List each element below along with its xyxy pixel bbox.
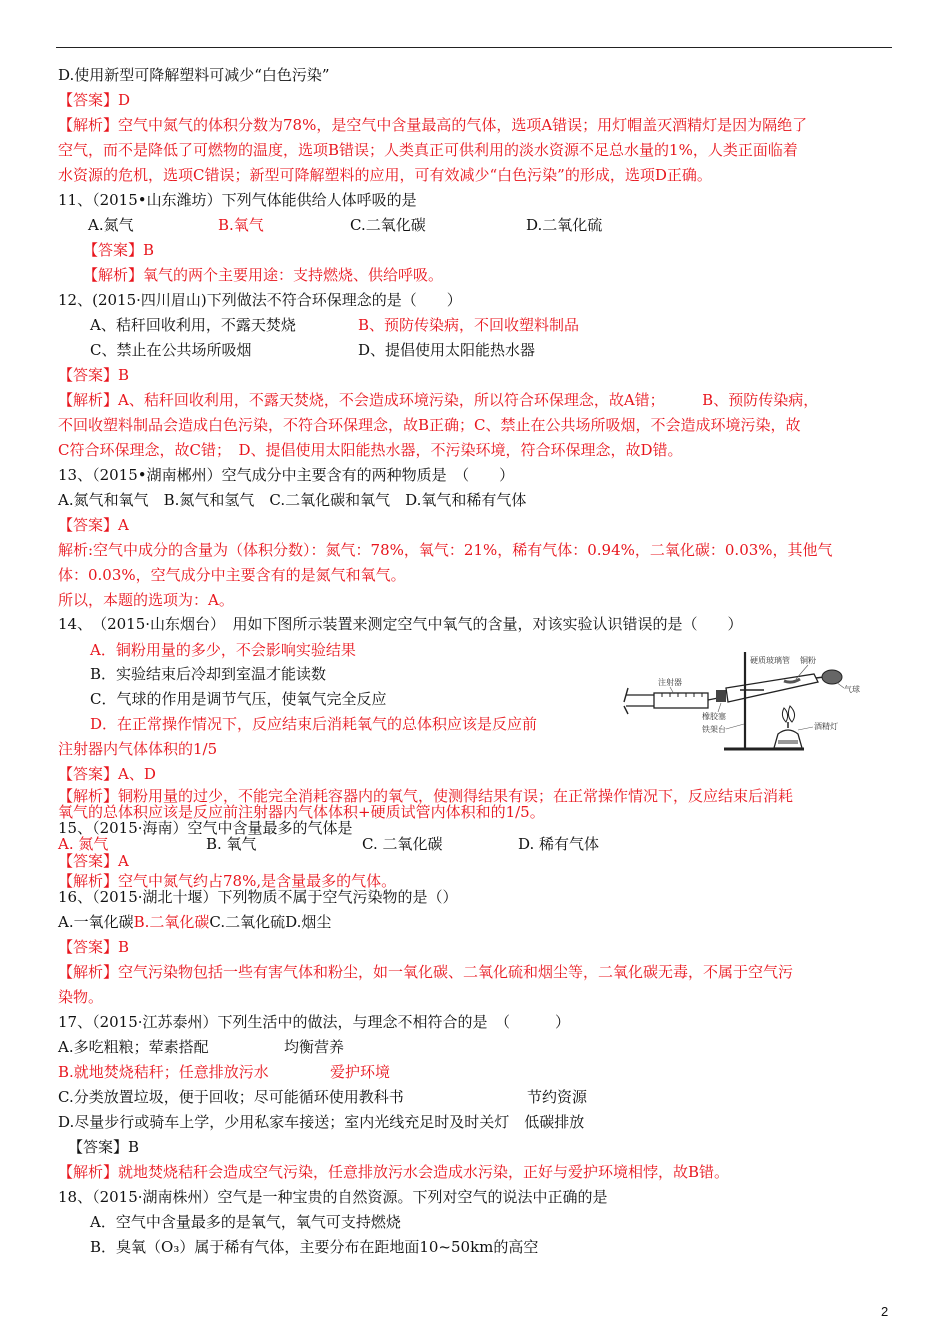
q17-answer: 【答案】B: [68, 1138, 140, 1156]
label-iron-stand: 铁架台: [702, 725, 726, 734]
q13-explanation-line: 体：0.03%，空气成分中主要含有的是氮气和氧气。: [58, 566, 406, 584]
q15-answer: 【答案】A: [58, 852, 129, 870]
q13-answer: 【答案】A: [58, 516, 129, 534]
q15-option-d: D. 稀有气体: [518, 835, 600, 853]
apparatus-diagram: [614, 650, 904, 758]
q17-option-a-theme: 均衡营养: [284, 1038, 345, 1056]
q15-option-b: B. 氧气: [206, 835, 257, 853]
label-copper-powder: 铜粉: [800, 656, 816, 665]
q12-answer: 【答案】B: [58, 366, 130, 384]
q10-answer: 【答案】D: [58, 91, 131, 109]
q15-explanation: 【解析】空气中氮气约占78%,是含量最多的气体。: [58, 872, 397, 890]
q18-option-a: A．空气中含量最多的是氧气，氧气可支持燃烧: [90, 1213, 401, 1231]
q16-option-cd: C.二氧化硫D.烟尘: [209, 913, 332, 931]
q12-option-c: C、禁止在公共场所吸烟: [90, 341, 252, 359]
q13-stem: 13、（2015•湖南郴州）空气成分中主要含有的两种物质是 （ ）: [58, 466, 515, 484]
q18-option-b: B．臭氧（O₃）属于稀有气体，主要分布在距地面10~50km的高空: [90, 1238, 539, 1256]
page-number: 2: [881, 1304, 889, 1319]
q12-explanation-line: 不回收塑料制品会造成白色污染，不符合环保理念，故B正确；C、禁止在公共场所吸烟，不会造成环境污染，故: [58, 416, 801, 434]
q14-answer: 【答案】A、D: [58, 765, 156, 783]
q14-option-c: C．气球的作用是调节气压，使氧气完全反应: [90, 690, 387, 708]
q10-explanation-line: 水资源的危机，选项C错误；新型可降解塑料的应用，可有效减少“白色污染”的形成，选项D正确。: [58, 166, 712, 184]
q14-option-d-cont: 注射器内气体体积的1/5: [58, 740, 218, 758]
q11-option-c: C.二氧化碳: [350, 216, 426, 234]
q11-answer: 【答案】B: [83, 241, 155, 259]
q12-stem: 12、(2015·四川眉山)下列做法不符合环保理念的是（ ）: [58, 291, 462, 309]
q11-option-a: A.氮气: [88, 216, 134, 234]
q13-explanation-line: 解析:空气中成分的含量为（体积分数）：氮气：78%，氧气：21%，稀有气体：0.94%，二氧化碳：0.03%，其他气: [58, 541, 833, 559]
q10-explanation-line: 空气，而不是降低了可燃物的温度，选项B错误；人类真正可供利用的淡水资源不足总水量的1%，人类正面临着: [58, 141, 798, 159]
q11-option-d: D.二氧化硫: [526, 216, 603, 234]
q12-option-d: D、提倡使用太阳能热水器: [358, 341, 536, 359]
q12-explanation-line: C符合环保理念，故C错； D、提倡使用太阳能热水器，不污染环境，符合环保理念，故D错。: [58, 441, 683, 459]
q17-stem: 17、（2015·江苏泰州）下列生活中的做法，与理念不相符合的是 （ ）: [58, 1013, 571, 1031]
q13-explanation-line: 所以，本题的选项为：A。: [58, 591, 234, 609]
balloon-drawing: [816, 670, 842, 684]
q14-option-b: B．实验结束后冷却到室温才能读数: [90, 665, 327, 683]
label-balloon: 气球: [844, 685, 860, 694]
q17-option-b-theme: 爱护环境: [330, 1063, 391, 1081]
label-rubber-stopper: 橡胶塞: [702, 712, 726, 721]
q16-option-a: A.一氧化碳: [58, 913, 134, 931]
q11-option-b: B.氧气: [218, 216, 264, 234]
q11-stem: 11、（2015•山东潍坊）下列气体能供给人体呼吸的是: [58, 191, 417, 209]
q17-option-a: A.多吃粗粮；荤素搭配: [58, 1038, 209, 1056]
label-alcohol-lamp: 酒精灯: [814, 722, 838, 731]
q15-stem: 15、（2015·海南）空气中含量最多的气体是: [58, 819, 353, 837]
q12-option-a: A、秸秆回收利用，不露天焚烧: [90, 316, 296, 334]
q16-explanation-line: 染物。: [58, 988, 104, 1006]
q14-option-d: D．在正常操作情况下，反应结束后消耗氧气的总体积应该是反应前: [90, 715, 538, 733]
glass-tube-drawing: [716, 674, 818, 702]
q12-option-b: B、预防传染病，不回收塑料制品: [358, 316, 580, 334]
q14-explanation-line: 氧气的总体积应该是反应前注射器内气体体积+硬质试管内体积和的1/5。: [58, 803, 545, 821]
header-rule: [56, 47, 892, 48]
alcohol-lamp-drawing: [774, 706, 802, 748]
q17-option-c-theme: 节约资源: [527, 1088, 588, 1106]
q15-option-c: C. 二氧化碳: [362, 835, 443, 853]
q16-answer: 【答案】B: [58, 938, 130, 956]
q16-option-b: B.二氧化碳: [133, 913, 210, 931]
q11-explanation: 【解析】氧气的两个主要用途：支持燃烧、供给呼吸。: [83, 266, 444, 284]
label-glass-tube: 硬质玻璃管: [750, 656, 790, 665]
q18-stem: 18、（2015·湖南株州）空气是一种宝贵的自然资源。下列对空气的说法中正确的是: [58, 1188, 608, 1206]
label-syringe: 注射器: [658, 678, 682, 687]
q16-stem: 16、（2015·湖北十堰）下列物质不属于空气污染物的是（）: [58, 888, 458, 906]
q12-explanation-line: 【解析】A、秸秆回收利用，不露天焚烧，不会造成环境污染，所以符合环保理念，故A错； B、预防传染病，: [58, 391, 819, 409]
q17-option-c: C.分类放置垃圾，便于回收；尽可能循环使用教科书: [58, 1088, 404, 1106]
q17-explanation: 【解析】就地焚烧秸秆会造成空气污染，任意排放污水会造成水污染，正好与爱护环境相悖，故B错。: [58, 1163, 730, 1181]
q17-option-d: D.尽量步行或骑车上学，少用私家车接送；室内光线充足时及时关灯 低碳排放: [58, 1113, 585, 1131]
q10-explanation-line: 【解析】空气中氮气的体积分数为78%，是空气中含量最高的气体，选项A错误；用灯帽盖灭酒精灯是因为隔绝了: [58, 116, 808, 134]
syringe-drawing: [624, 688, 718, 714]
q14-explanation-line: 【解析】铜粉用量的过少，不能完全消耗容器内的氧气，使测得结果有误；在正常操作情况下，反应结束后消耗: [58, 787, 794, 805]
q14-stem: 14、 （2015·山东烟台） 用如下图所示装置来测定空气中氧气的含量，对该实验认识错误的是（ ）: [58, 615, 743, 633]
q16-explanation-line: 【解析】空气污染物包括一些有害气体和粉尘，如一氧化碳、二氧化硫和烟尘等，二氧化碳无毒，不属于空气污: [58, 963, 794, 981]
q13-options: A.氮气和氧气 B.氮气和氢气 C.二氧化碳和氧气 D.氧气和稀有气体: [58, 491, 527, 509]
q15-option-a: A. 氮气: [58, 835, 109, 853]
q17-option-b: B.就地焚烧秸秆；任意排放污水: [58, 1063, 269, 1081]
q10-option-d: D.使用新型可降解塑料可减少“白色污染”: [58, 66, 330, 84]
q16-options: [58, 912, 331, 932]
q14-option-a: A．铜粉用量的多少，不会影响实验结果: [90, 641, 356, 659]
